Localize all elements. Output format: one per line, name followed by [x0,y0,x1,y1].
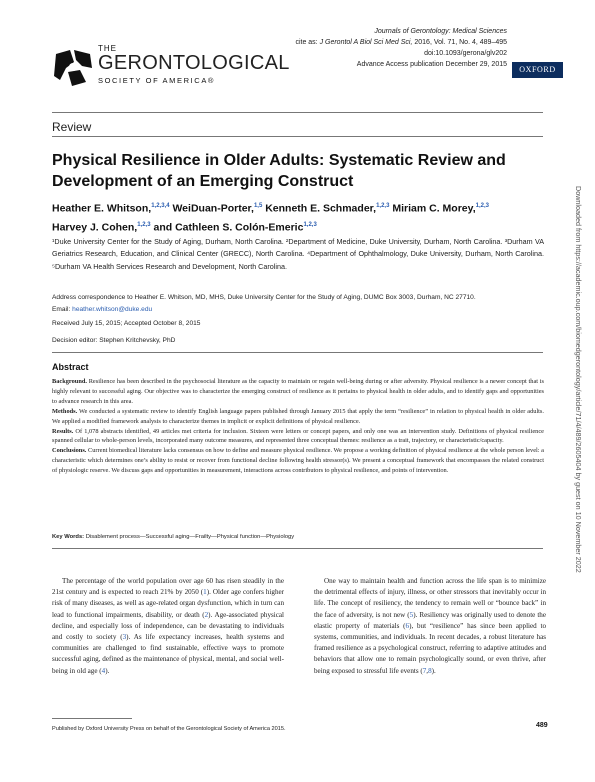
methods-label: Methods. [52,407,78,415]
conclusions-label: Conclusions. [52,447,87,455]
body-column-1 [52,576,284,677]
authors-line-2 [52,217,552,236]
reference-link[interactable]: 5 [409,610,414,619]
abstract-background [52,377,544,407]
reference-link[interactable]: 6 [405,621,410,630]
text: ). [431,666,436,675]
text: ). [105,666,110,675]
abstract-top-rule [52,352,543,353]
citation [295,37,507,48]
author: Miriam C. Morey, [389,202,476,215]
download-note: Downloaded from https://academic.oup.com/biomedgerontology/article/71/4/489/2605404 by guest on 10 November 2022 [574,186,583,573]
keywords [52,534,294,540]
reference-link[interactable]: 2 [204,610,209,619]
abstract-body [52,377,544,476]
abstract-results [52,427,544,447]
conclusions-text: Current biomedical literature lacks consensus on how to define and measure physical resilience. We propose a working definition of physical resilience at the whole person level: a characteristic which determines one’s ability to resist or recover from functional decline following health stressor(s). We present a conceptual framework that encompasses the related construct of physiologic reserve. We discuss gaps and opportunities in measurement, interactions across contributors to physical resilience, and points of intervention. [52,447,544,475]
author-sup[interactable]: 1,2,3 [137,221,151,228]
methods-text: We conducted a systematic review to identify English language papers published through January 2015 that apply the term “resilience” in relation to physical health in older adults. We applied a modified framework analysis to characterize themes in implicit or explicit definitions of physical resilience. [52,407,544,425]
advance-access: Advance Access publication December 29, 2015 [356,61,507,68]
logo-the: THE [98,44,117,53]
affiliations: ¹Duke University Center for the Study of Aging, Durham, North Carolina. ²Department of Medicine, Duke University, Durham, North Carolina. ³Durham VA Geriatrics Research, Education, and Clinical Center (GRECC), North Carolina. ⁴Department of Ophthalmology, Duke University, Durham, North Carolina. ⁵Durham VA Health Services Research and Development, North Carolina. [52,237,544,271]
section-label: Review [52,120,92,134]
text: , [426,666,429,675]
author-sup[interactable]: 1,2,3 [376,203,390,209]
results-text: Of 1,078 abstracts identified, 49 articles met criteria for inclusion. Sixteen were letters or concept papers, and only one was an intervention study. Definitions of physical resilience spanned cellular to whole-person levels, incorporated many outcome measures, and represented three conceptual themes: resilience as a trait, trajectory, or characteristic/capacity. [52,427,544,445]
text: ), but “resilience” has since been applied to systems, communities, and individuals. In recent decades, a robust literature has framed resilience as a psychological construct, referring to adaptive attitudes and behaviors that allow one to remain psychologically sound, or even thrive, after being exposed to stressful life events ( [314,621,546,675]
background-label: Background. [52,378,87,385]
received-dates: Received July 15, 2015; Accepted October 8, 2015 [52,320,201,327]
keywords-text: Disablement process—Successful aging—Frailty—Physical function—Physiology [84,534,295,540]
author: and Cathleen S. Colón-Emeric [150,221,304,233]
page-number: 489 [536,722,548,729]
author-sup[interactable]: 1,2,3 [303,221,317,228]
text: ). Older age confers higher risk of many diseases, as well as age-related organ dysfunction, which in turn can lead to functional impairments, disability, or death ( [52,588,284,619]
logo-subtitle: SOCIETY OF AMERICA® [98,76,216,85]
abstract-conclusions [52,446,544,476]
header-rule [52,112,543,113]
correspondence [52,292,552,316]
author-sup[interactable]: 1,2,3,4 [151,203,170,209]
text: ). Resiliency was originally used to denote the elastic property of materials ( [314,610,546,630]
author: Kenneth E. Schmader, [262,202,377,215]
body-column-2 [314,576,546,677]
cite-journal: J Gerontol A Biol Sci Med Sci, [319,39,413,46]
author: Heather E. Whitson, [52,202,152,215]
doi: doi:10.1093/gerona/glv202 [424,50,507,57]
text: ). Age-associated physical decline, and especially loss of independence, can be devastating to individuals and costly to society ( [52,610,284,642]
paragraph [314,576,546,677]
authors-line-1 [52,198,552,217]
oxford-badge: OXFORD [512,62,563,78]
background-text: Resilience has been described in the psychosocial literature as the capacity to maintain or regain well-being during or after adversity. Physical resilience is a newer concept that is highly relevant to successful aging. Our objective was to characterize the emerging construct of resilience as it pertains to physical health in older adults, and to identify gaps and opportunities to advance research in this area. [52,378,544,405]
footer-rule [52,718,132,719]
email-line [52,304,552,316]
abstract-heading: Abstract [52,362,89,372]
logo-name: GERONTOLOGICAL [98,52,290,74]
reference-link[interactable]: 1 [203,588,207,597]
author: WeiDuan-Porter, [169,202,254,215]
abstract-methods [52,407,544,427]
journal-meta [295,26,507,70]
society-logo [52,44,290,90]
author: Harvey J. Cohen, [52,221,138,233]
reference-link[interactable]: 7 [422,666,427,675]
journal-name: Journals of Gerontology: Medical Sciences [374,28,507,35]
text: One way to maintain health and function across the life span is to minimize the detrimental effects of injury, illness, or other stressors that inevitably occur in life. The concept of resiliency, the tendency to remain well or “bounce back” in the face of adversity, is not new ( [314,577,546,619]
author-list [52,198,552,235]
results-label: Results. [52,427,74,435]
reference-link[interactable]: 3 [122,633,127,642]
author-sup[interactable]: 1,5 [253,203,263,209]
keywords-label: Key Words: [52,534,85,540]
reference-link[interactable]: 8 [428,666,432,675]
paragraph [52,576,284,677]
correspondence-address: Address correspondence to Heather E. Whitson, MD, MHS, Duke University Center for the Study of Aging, DUMC Box 3003, Durham, NC 27710. [52,294,476,301]
article-title: Physical Resilience in Older Adults: Systematic Review and Development of an Emerging Construct [52,152,506,190]
publisher-footer: Published by Oxford University Press on behalf of the Gerontological Society of America 2015. [52,726,286,732]
cite-prefix: cite as: [295,39,320,46]
cite-rest: 2016, Vol. 71, No. 4, 489–495 [412,39,507,46]
reference-link[interactable]: 4 [101,666,106,675]
text: ). As life expectancy increases, health systems and communities are challenged to find sustainable, effective ways to promote successful aging, defined as the maintenance of physical, mental, and social well-being in old age ( [52,633,284,675]
section-rule [52,136,543,137]
gsa-emblem-icon [52,46,94,88]
decision-editor: Decision editor: Stephen Kritchevsky, PhD [52,337,176,344]
author-sup[interactable]: 1,2,3 [475,203,489,209]
email-label: Email: [52,306,73,313]
text: The percentage of the world population over age 60 has risen steadily in the 21st century and is expected to reach 21% by 2050 ( [52,577,284,597]
abstract-bottom-rule [52,548,543,549]
email-link[interactable]: heather.whitson@duke.edu [72,306,153,313]
